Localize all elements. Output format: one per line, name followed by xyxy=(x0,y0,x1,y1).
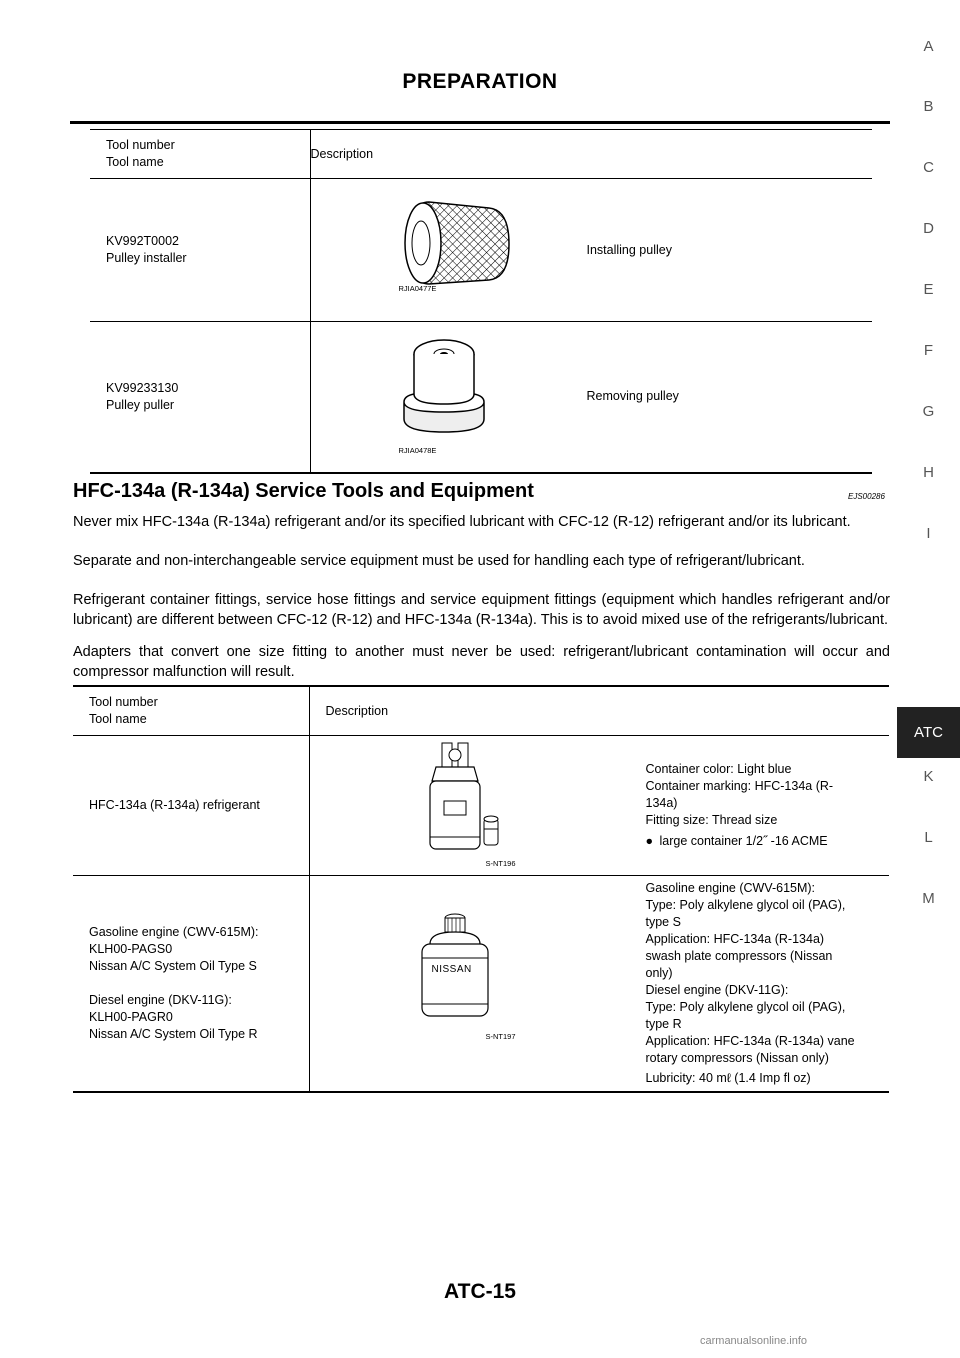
header-line: Tool name xyxy=(106,155,164,169)
side-index-g[interactable]: G xyxy=(922,403,935,420)
description-line: Gasoline engine (CWV-615M): xyxy=(645,880,816,895)
description-cell xyxy=(309,876,889,1092)
body-paragraph: Never mix HFC-134a (R-134a) refrigerant and/or its specified lubricant with CFC-12 (R-12) refrigerant and/or its lubricant. xyxy=(73,514,851,530)
side-index-f[interactable]: F xyxy=(923,342,934,359)
description-line: Container color: Light blue xyxy=(645,762,792,776)
tool-line: KLH00-PAGS0 xyxy=(89,941,173,956)
header-line: Tool name xyxy=(89,712,147,726)
title-rule xyxy=(70,121,890,124)
tool-line: Nissan A/C System Oil Type R xyxy=(89,1026,258,1041)
side-index-a[interactable]: A xyxy=(923,38,934,55)
side-index-d[interactable]: D xyxy=(923,220,934,237)
tool-line: KLH00-PAGR0 xyxy=(89,1009,173,1024)
tool-number: KV99233130 xyxy=(106,380,179,395)
tool-line xyxy=(89,975,309,992)
description-line: type R xyxy=(645,1016,682,1031)
description-line: Application: HFC-134a (R-134a) xyxy=(645,931,825,946)
body-paragraph: Refrigerant container fittings, service hose fittings and service equipment fittings (equipment which handles refrigerant and/or lubricant) are different between CFC-12 (R-12) and HFC-134a (R-134a). This is to avoid mixed use of the refrigerants/lubricant. xyxy=(73,592,890,628)
tool-table-1 xyxy=(90,129,872,474)
tool-line: Gasoline engine (CWV-615M): xyxy=(89,924,259,939)
page-title: PREPARATION xyxy=(402,70,558,93)
table-row xyxy=(90,179,872,322)
side-index-e[interactable]: E xyxy=(923,281,934,298)
figure-code: RJIA0477E xyxy=(398,284,437,293)
description-text xyxy=(587,388,679,405)
footer-watermark: carmanualsonline.info xyxy=(700,1335,808,1347)
refrigerant-container-figure xyxy=(400,737,646,875)
table-header-row xyxy=(73,686,889,736)
col-header-description xyxy=(310,130,872,179)
header-line: Tool number xyxy=(106,138,175,152)
tool-table-2 xyxy=(73,685,889,1093)
tool-cell xyxy=(90,179,310,322)
description-line: Removing pulley xyxy=(586,389,679,404)
description-line: type S xyxy=(645,914,681,929)
side-index-h[interactable]: H xyxy=(923,464,934,481)
description-line: Fitting size: Thread size xyxy=(645,813,778,827)
bullet-item xyxy=(646,833,834,850)
side-index-b[interactable]: B xyxy=(923,98,934,115)
pulley-installer-icon xyxy=(389,180,529,300)
col-header-tool xyxy=(90,130,310,179)
description-cell xyxy=(310,179,872,322)
tool-name: Pulley installer xyxy=(106,251,187,265)
table-row xyxy=(90,322,872,473)
section-heading: HFC-134a (R-134a) Service Tools and Equipment xyxy=(73,480,534,502)
description-line: only) xyxy=(645,965,673,980)
side-index-atc-active[interactable]: ATC xyxy=(897,707,960,758)
page-number: ATC-15 xyxy=(444,1280,516,1303)
body-paragraph: Adapters that convert one size fitting to another must never be used: refrigerant/lubricant contamination will occur and compressor malfunction will result. xyxy=(73,644,890,680)
side-index-k[interactable]: K xyxy=(923,768,934,785)
table-row xyxy=(73,736,889,876)
description-cell xyxy=(310,322,872,473)
header-line: Tool number xyxy=(89,695,158,709)
side-index-c[interactable]: C xyxy=(923,159,934,176)
side-index-m[interactable]: M xyxy=(922,890,935,907)
bullet-dot-icon: ● xyxy=(645,834,654,848)
description-line: swash plate compressors (Nissan xyxy=(645,948,833,963)
description-line: 134a) xyxy=(645,796,678,810)
refrigerant-container-icon xyxy=(400,737,540,857)
tool-cell xyxy=(73,876,309,1092)
tool-line: Diesel engine (DKV-11G): xyxy=(89,992,232,1007)
description-line: Lubricity: 40 mℓ (1.4 Imp fl oz) xyxy=(645,1070,811,1085)
description-line: Installing pulley xyxy=(586,242,672,257)
description-cell xyxy=(309,736,889,876)
table-header-row xyxy=(90,130,872,179)
bullet-text: large container 1/2˝ -16 ACME xyxy=(659,834,828,848)
figure-code: RJIA0478E xyxy=(398,445,437,455)
section-code: EJS00286 xyxy=(848,492,885,501)
nissan-logo: NISSAN xyxy=(431,964,472,976)
description-line: rotary compressors (Nissan only) xyxy=(645,1050,829,1065)
tool-number: KV992T0002 xyxy=(106,234,179,248)
figure-code: S-NT197 xyxy=(485,1032,516,1042)
pulley-puller-icon xyxy=(389,324,529,450)
description-line: Container marking: HFC-134a (R- xyxy=(645,779,834,793)
tool-name: Pulley puller xyxy=(106,397,175,412)
oil-container-figure xyxy=(400,908,646,1058)
col-header-description xyxy=(309,686,889,736)
description-text xyxy=(646,761,834,850)
tool-line: Nissan A/C System Oil Type S xyxy=(89,958,257,973)
table-row xyxy=(73,876,889,1092)
description-text xyxy=(646,880,855,1087)
header-description-label: Description xyxy=(325,704,389,718)
figure-code: S-NT196 xyxy=(485,858,516,868)
description-line: Diesel engine (DKV-11G): xyxy=(645,982,789,997)
pulley-installer-figure xyxy=(389,180,587,320)
header-description-label: Description xyxy=(310,147,374,161)
body-paragraph: Separate and non-interchangeable service equipment must be used for handling each type of refrigerant/lubricant. xyxy=(73,553,805,569)
side-index-i[interactable]: I xyxy=(926,525,931,542)
tool-name: HFC-134a (R-134a) refrigerant xyxy=(89,798,260,812)
tool-cell xyxy=(73,736,309,876)
col-header-tool xyxy=(73,686,309,736)
description-line: Application: HFC-134a (R-134a) vane xyxy=(645,1033,855,1048)
pulley-puller-figure xyxy=(389,324,587,470)
side-index-l[interactable]: L xyxy=(924,829,933,846)
tool-cell xyxy=(90,322,310,473)
description-line: Type: Poly alkylene glycol oil (PAG), xyxy=(645,897,846,912)
description-text xyxy=(587,242,672,259)
description-line: Type: Poly alkylene glycol oil (PAG), xyxy=(645,999,846,1014)
